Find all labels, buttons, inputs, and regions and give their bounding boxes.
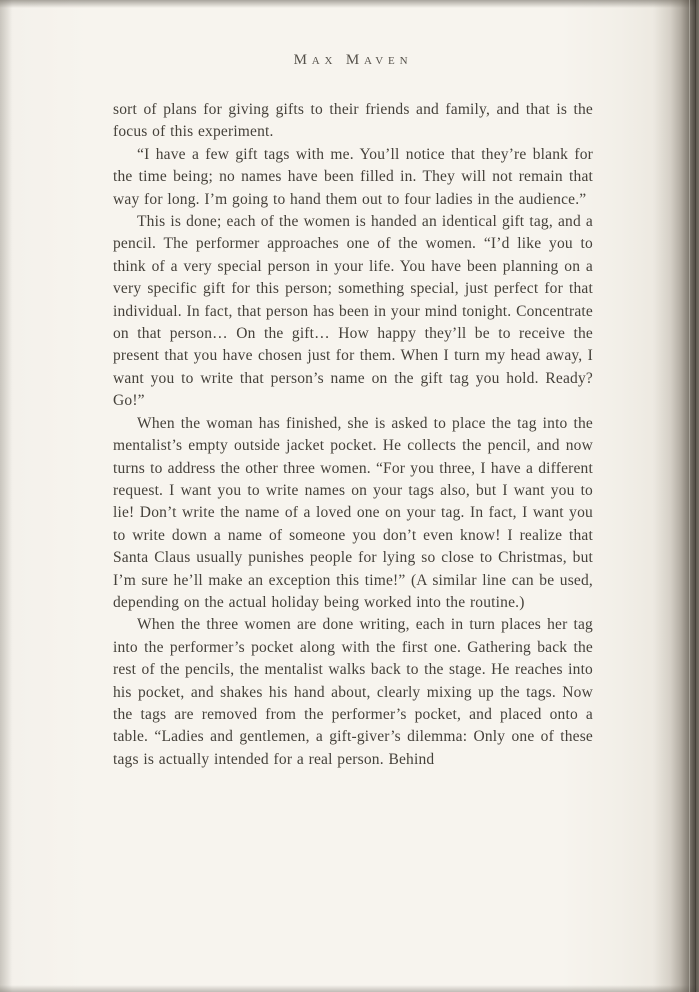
paragraph: This is done; each of the women is handed an identical gift tag, and a pencil. The performer approaches one of the women. “I’d like you to think of a very special person in your life. You have been planning on a very specific gift for this person; something special, just perfect for that individual. In fact, that person has been in your mind tonight. Concentrate on that person… On the gift… How happy they’ll be to receive the present that you have chosen just for them. When I turn my head away, I want you to write that person’s name on the gift tag you hold. Ready? Go!” <box>113 213 593 410</box>
paragraph: “I have a few gift tags with me. You’ll notice that they’re blank for the time being; no names have been filled in. They will not remain that way for long. I’m going to hand them out to four ladies in the audience.” <box>113 145 593 208</box>
paragraph: When the three women are done writing, each in turn places her tag into the performer’s pocket along with the first one. Gathering back the rest of the pencils, the mentalist walks back to the stage. He reaches into his pocket, and shakes his hand about, clearly mixing up the tags. Now the tags are removed from the performer’s pocket, and placed onto a table. “Ladies and gentlemen, a gift-giver’s dilemma: Only one of these tags is actually intended for a real person. Behind <box>113 616 593 768</box>
running-header: Max Maven <box>293 52 413 68</box>
page-edge-shadow-bottom <box>0 985 699 992</box>
paragraph: When the woman has finished, she is asked to place the tag into the mentalist’s empty outside jacket pocket. He collects the pencil, and now turns to address the other three women. “For you three, I have a different request. I want you to write names on your tags also, but I want you to lie! Don’t write the name of a loved one on your tag. In fact, I want you to write down a name of someone you don’t even know! I realize that Santa Claus usually punishes people for lying so close to Christmas, but I’m sure he’ll make an exception this time!” (A similar line can be used, depending on the actual holiday being worked into the routine.) <box>113 414 593 611</box>
page-body <box>113 99 593 771</box>
paragraph: sort of plans for giving gifts to their friends and family, and that is the focus of this experiment. <box>113 101 593 141</box>
